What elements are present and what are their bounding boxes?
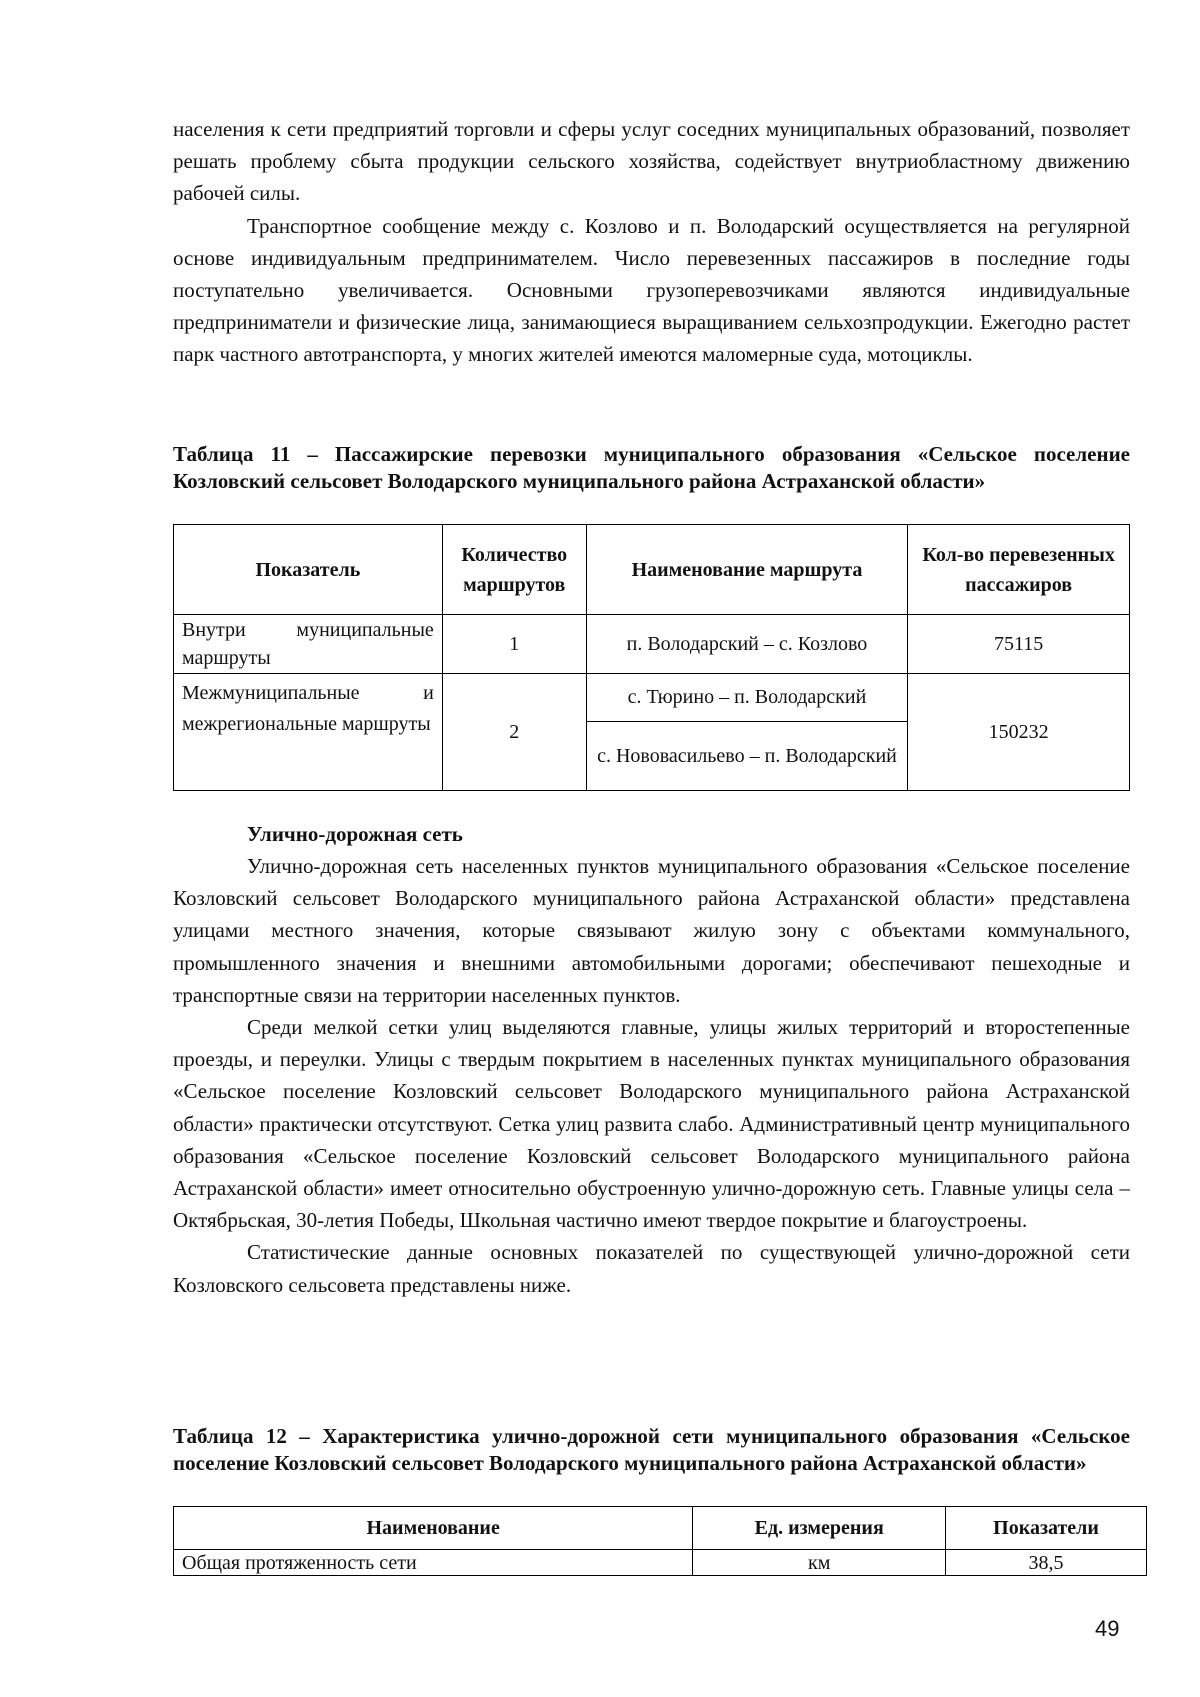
table-passenger-transport	[173, 524, 1130, 791]
table12-header-unit: Ед. измерения	[693, 1507, 946, 1550]
table-row	[174, 615, 1130, 674]
table11-cell-count: 2	[442, 674, 586, 791]
table12-cell-unit: км	[693, 1550, 946, 1576]
table11-cell-indicator: Межмуниципальные и межрегиональные маршруты	[174, 674, 443, 791]
table11-cell-indicator: Внутри муниципальные маршруты	[174, 615, 443, 674]
table-road-network	[173, 1506, 1147, 1576]
table11-header-indicator: Показатель	[174, 525, 443, 615]
table12-header-name: Наименование	[174, 1507, 693, 1550]
table11-cell-route: с. Нововасильево – п. Володарский	[586, 722, 908, 791]
table11-cell-passengers: 150232	[908, 674, 1130, 791]
section-heading: Улично-дорожная сеть	[247, 822, 463, 846]
table12-cell-value: 38,5	[946, 1550, 1147, 1576]
table11-cell-passengers: 75115	[908, 615, 1130, 674]
table11-cell-route: с. Тюрино – п. Володарский	[586, 674, 908, 722]
paragraph-statistics: Статистические данные основных показателей по существующей улично-дорожной сети Козловского сельсовета представлены ниже.	[173, 1240, 1130, 1297]
table11-cell-count: 1	[442, 615, 586, 674]
table12-cell-name: Общая протяженность сети	[174, 1550, 693, 1576]
paragraph-street-grid: Среди мелкой сетки улиц выделяются главные, улицы жилых территорий и второстепенные проезды, и переулки. Улицы с твердым покрытием в населенных пунктах муниципального образования «Сельское поселение Козловский сельсовет Володарского муниципального района Астраханской области» практически отсутствуют. Сетка улиц развита слабо. Административный центр муниципального образования «Сельское поселение Козловский сельсовет Володарского муниципального района Астраханской области» имеет относительно обустроенную улично-дорожную сеть. Главные улицы села – Октябрьская, 30-летия Победы, Школьная частично имеют твердое покрытие и благоустроены.	[173, 1015, 1130, 1233]
table12-caption: Таблица 12 – Характеристика улично-дорожной сети муниципального образования «Сельское поселение Козловский сельсовет Володарского муниципального района Астраханской области»	[173, 1424, 1130, 1475]
paragraph-continuation: населения к сети предприятий торговли и сферы услуг соседних муниципальных образований, позволяет решать проблему сбыта продукции сельского хозяйства, содействует внутриобластному движению рабочей силы.	[173, 117, 1130, 206]
table11-header-route: Наименование маршрута	[586, 525, 908, 615]
table11-caption: Таблица 11 – Пассажирские перевозки муниципального образования «Сельское поселение Козловский сельсовет Володарского муниципального района Астраханской области»	[173, 442, 1130, 493]
paragraph-transport: Транспортное сообщение между с. Козлово и п. Володарский осуществляется на регулярной основе индивидуальным предпринимателем. Число перевезенных пассажиров в последние годы поступательно увеличивается. Основными грузоперевозчиками являются индивидуальные предприниматели и физические лица, занимающиеся выращиванием сельхозпродукции. Ежегодно растет парк частного автотранспорта, у многих жителей имеются маломерные суда, мотоциклы.	[173, 213, 1130, 367]
table11-cell-route: п. Володарский – с. Козлово	[586, 615, 908, 674]
table11-header-count: Количество маршрутов	[442, 525, 586, 615]
page-number: 49	[1095, 1616, 1120, 1641]
table12-header-value: Показатели	[946, 1507, 1147, 1550]
table-row	[174, 1550, 1147, 1576]
paragraph-road-network: Улично-дорожная сеть населенных пунктов муниципального образования «Сельское поселение Козловский сельсовет Володарского муниципального района Астраханской области» представлена улицами местного значения, которые связывают жилую зону с объектами коммунального, промышленного значения и внешними автомобильными дорогами; обеспечивают пешеходные и транспортные связи на территории населенных пунктов.	[173, 854, 1130, 1007]
table11-header-passengers: Кол-во перевезенных пассажиров	[908, 525, 1130, 615]
table-row	[174, 674, 1130, 722]
